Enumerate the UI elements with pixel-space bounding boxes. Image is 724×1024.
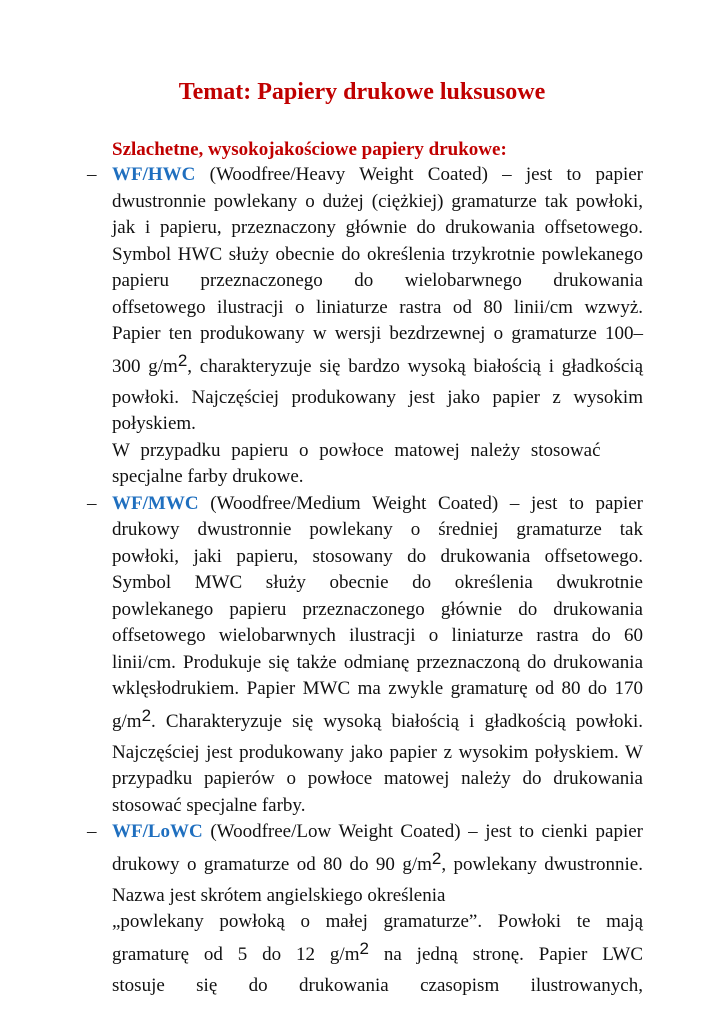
text-line: WF/HWC (Woodfree/Heavy Weight Coated) – jest to papier	[112, 164, 643, 185]
page-title: Temat: Papiery drukowe luksusowe	[178, 79, 546, 105]
text-line: powłoki. Najczęściej produkowany jest jako papier z wysokim	[112, 386, 643, 408]
text-line: powlekanego papieru przeznaczonego głównie do drukowania	[112, 598, 643, 620]
list-item-wf-lowc	[87, 819, 643, 999]
superscript: 2	[359, 938, 369, 958]
text-line: linii/cm. Produkuje się także odmianę przeznaczoną do drukowania	[112, 651, 643, 673]
list-bullet: –	[87, 821, 97, 842]
text-line: przypadku papierów o powłoce matowej należy do drukowania	[112, 768, 643, 789]
superscript: 2	[177, 350, 188, 370]
paper-code: WF/LoWC	[112, 821, 203, 842]
list-item-wf-hwc	[87, 162, 643, 491]
text-line: offsetowego wielobarwnych ilustracji o liniaturze rastra do 60	[112, 625, 643, 646]
text-line: Nazwa jest skrótem angielskiego określenia	[112, 884, 446, 906]
section-subtitle: Szlachetne, wysokojakościowe papiery drukowe:	[112, 139, 507, 160]
text-line: papieru przeznaczonego do wielobarwnego drukowania	[112, 270, 643, 291]
text-line: Symbol HWC służy obecnie do określenia trzykrotnie powlekanego	[112, 243, 643, 265]
text-line: Symbol MWC służy obecnie do określenia dwukrotnie	[112, 572, 643, 593]
text-line: 300 $g/m^2$, charakteryzuje się bardzo wysoką białością i gładkością	[112, 350, 643, 377]
text-line: offsetowego ilustracji o liniaturze rastra od 80 linii/cm wzwyż.	[112, 296, 643, 318]
text-line: stosuje się do drukowania czasopism ilustrowanych,	[112, 974, 643, 996]
text-line: W przypadku papieru o powłoce matowej należy stosować	[112, 439, 601, 461]
text-line: Papier ten produkowany w wersji bezdrzewnej o gramaturze 100–	[112, 323, 643, 344]
list-bullet: –	[87, 164, 97, 185]
list-item-wf-mwc	[87, 491, 643, 820]
text-line: $g/m^2$. Charakteryzuje się wysoką białością i gładkością powłoki.	[112, 705, 643, 732]
paper-code: WF/HWC	[112, 164, 196, 185]
text-line: WF/LoWC (Woodfree/Low Weight Coated) – jest to cienki papier	[112, 821, 643, 842]
text-line: specjalne farby drukowe.	[112, 466, 304, 487]
text-line: „powlekany powłoką o małej gramaturze”. Powłoki te mają	[112, 911, 643, 932]
text-line: jak i papieru, przeznaczony głównie do drukowania offsetowego.	[112, 217, 643, 238]
paper-code: WF/MWC	[112, 492, 199, 514]
text-line: drukowy o gramaturze od 80 do 90 $g/m^2$, powlekany dwustronnie.	[112, 848, 643, 875]
paper-list	[87, 162, 643, 999]
text-line: dwustronnie powlekany o dużej (ciężkiej) gramaturze tak powłoki,	[112, 190, 643, 212]
text-line: powłoki, jaki papieru, stosowany do drukowania offsetowego.	[112, 545, 643, 567]
text-line: drukowy dwustronnie powlekany o średniej gramaturze tak	[112, 519, 643, 540]
text-line: WF/MWC (Woodfree/Medium Weight Coated) – jest to papier	[112, 492, 643, 514]
text-line: stosować specjalne farby.	[112, 794, 306, 816]
list-bullet: –	[87, 492, 97, 514]
text-line: gramaturę od 5 do 12 $g/m^2$ na jedną stronę. Papier LWC	[112, 938, 643, 965]
text-line: połyskiem.	[112, 413, 196, 434]
superscript: 2	[431, 848, 442, 868]
superscript: 2	[141, 705, 152, 725]
text-line: wklęsłodrukiem. Papier MWC ma zwykle gramaturę od 80 do 170	[112, 678, 643, 699]
text-line: Najczęściej jest produkowany jako papier z wysokim połyskiem. W	[112, 741, 643, 763]
